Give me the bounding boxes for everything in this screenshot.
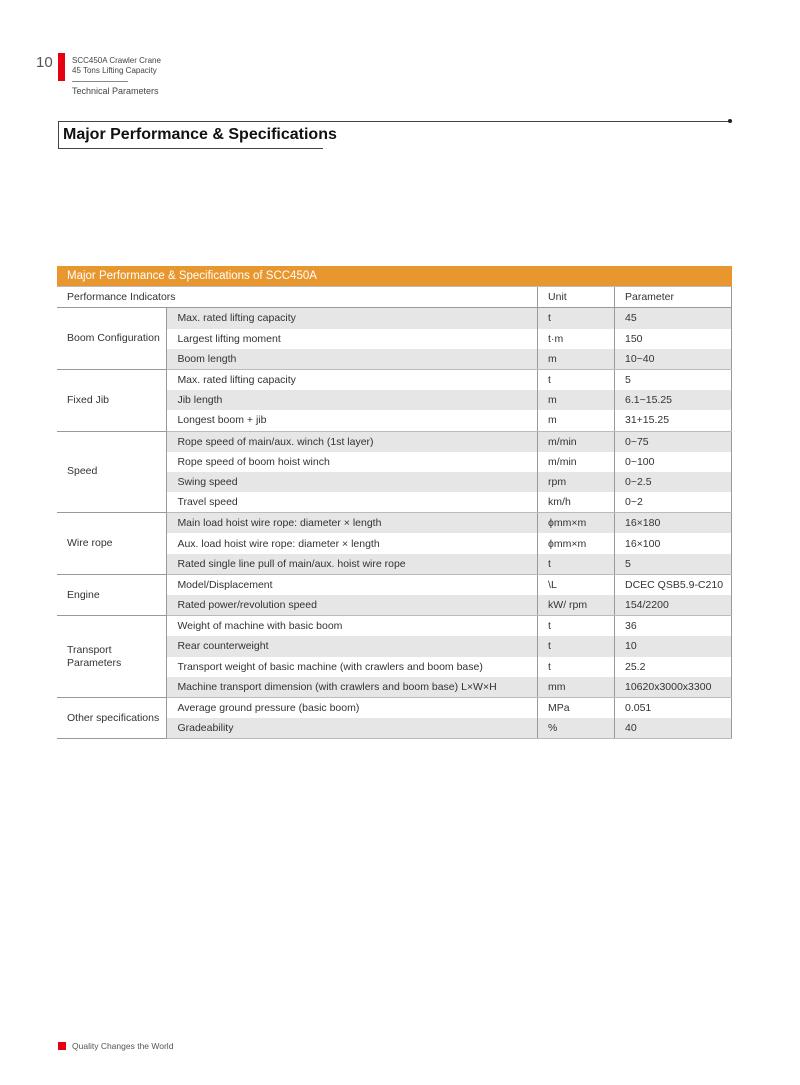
spec-item: Rope speed of boom hoist winch [167,452,538,472]
spec-item: Machine transport dimension (with crawlers and boom base) L×W×H [167,677,538,698]
table-row [57,513,732,534]
table-caption: Major Performance & Specifications of SCC450A [57,266,732,287]
spec-value: 5 [615,554,732,575]
table-row [57,616,732,637]
group-label: Fixed Jib [57,369,167,431]
page-title: Major Performance & Specifications [63,126,337,143]
spec-value: 0~2 [615,492,732,513]
spec-value: 154/2200 [615,595,732,616]
spec-unit: kW/ rpm [538,595,615,616]
header-performance-indicators: Performance Indicators [57,287,538,308]
spec-unit: m/min [538,452,615,472]
product-title [72,56,161,76]
spec-unit: t [538,616,615,637]
section-rule-dot [728,119,732,123]
spec-value: 31+15.25 [615,410,732,431]
spec-value: 16×180 [615,513,732,534]
spec-value: 36 [615,616,732,637]
table-row [57,369,732,390]
footer-tagline: Quality Changes the World [72,1041,174,1051]
spec-value: 0.051 [615,697,732,718]
spec-item: Rated power/revolution speed [167,595,538,616]
page-number: 10 [36,54,53,71]
spec-value: 5 [615,369,732,390]
spec-item: Gradeability [167,718,538,739]
group-label: Speed [57,431,167,513]
spec-unit: t [538,657,615,677]
spec-unit: MPa [538,697,615,718]
group-label: Transport Parameters [57,616,167,698]
spec-value: 10 [615,636,732,656]
spec-item: Longest boom + jib [167,410,538,431]
spec-item: Rope speed of main/aux. winch (1st layer) [167,431,538,452]
table-row [57,574,732,595]
table-row [57,697,732,718]
spec-table-body [57,308,732,739]
group-label: Wire rope [57,513,167,575]
spec-unit: rpm [538,472,615,492]
header-unit: Unit [538,287,615,308]
spec-unit: t [538,636,615,656]
table-row [57,308,732,329]
spec-unit: t [538,554,615,575]
header-divider [72,81,128,82]
spec-item: Transport weight of basic machine (with crawlers and boom base) [167,657,538,677]
spec-item: Largest lifting moment [167,329,538,349]
spec-item: Max. rated lifting capacity [167,369,538,390]
spec-item: Boom length [167,349,538,370]
spec-unit: ϕmm×m [538,533,615,553]
spec-item: Aux. load hoist wire rope: diameter × length [167,533,538,553]
spec-value: 25.2 [615,657,732,677]
spec-table [57,266,732,739]
group-label: Boom Configuration [57,308,167,370]
spec-item: Weight of machine with basic boom [167,616,538,637]
spec-value: DCEC QSB5.9-C210 [615,574,732,595]
spec-item: Travel speed [167,492,538,513]
footer-accent-square [58,1042,66,1050]
spec-item: Model/Displacement [167,574,538,595]
spec-unit: mm [538,677,615,698]
spec-unit: % [538,718,615,739]
spec-value: 0~2.5 [615,472,732,492]
spec-unit: km/h [538,492,615,513]
group-label: Engine [57,574,167,615]
product-name: SCC450A Crawler Crane [72,56,161,65]
spec-value: 10~40 [615,349,732,370]
spec-value: 0~100 [615,452,732,472]
spec-value: 45 [615,308,732,329]
spec-unit: ϕmm×m [538,513,615,534]
spec-unit: t [538,369,615,390]
spec-value: 6.1~15.25 [615,390,732,410]
spec-item: Swing speed [167,472,538,492]
spec-unit: m/min [538,431,615,452]
spec-item: Jib length [167,390,538,410]
spec-item: Average ground pressure (basic boom) [167,697,538,718]
spec-value: 0~75 [615,431,732,452]
spec-value: 16×100 [615,533,732,553]
spec-unit: t·m [538,329,615,349]
spec-unit: t [538,308,615,329]
spec-item: Rated single line pull of main/aux. hoist wire rope [167,554,538,575]
product-capacity: 45 Tons Lifting Capacity [72,66,157,75]
section-name: Technical Parameters [72,86,159,96]
spec-item: Max. rated lifting capacity [167,308,538,329]
spec-unit: m [538,410,615,431]
header-parameter: Parameter [615,287,732,308]
table-row [57,431,732,452]
header-accent-bar [58,53,65,81]
group-label: Other specifications [57,697,167,738]
spec-unit: m [538,349,615,370]
spec-item: Main load hoist wire rope: diameter × length [167,513,538,534]
spec-unit: \L [538,574,615,595]
spec-item: Rear counterweight [167,636,538,656]
spec-value: 40 [615,718,732,739]
spec-unit: m [538,390,615,410]
spec-value: 10620x3000x3300 [615,677,732,698]
spec-value: 150 [615,329,732,349]
